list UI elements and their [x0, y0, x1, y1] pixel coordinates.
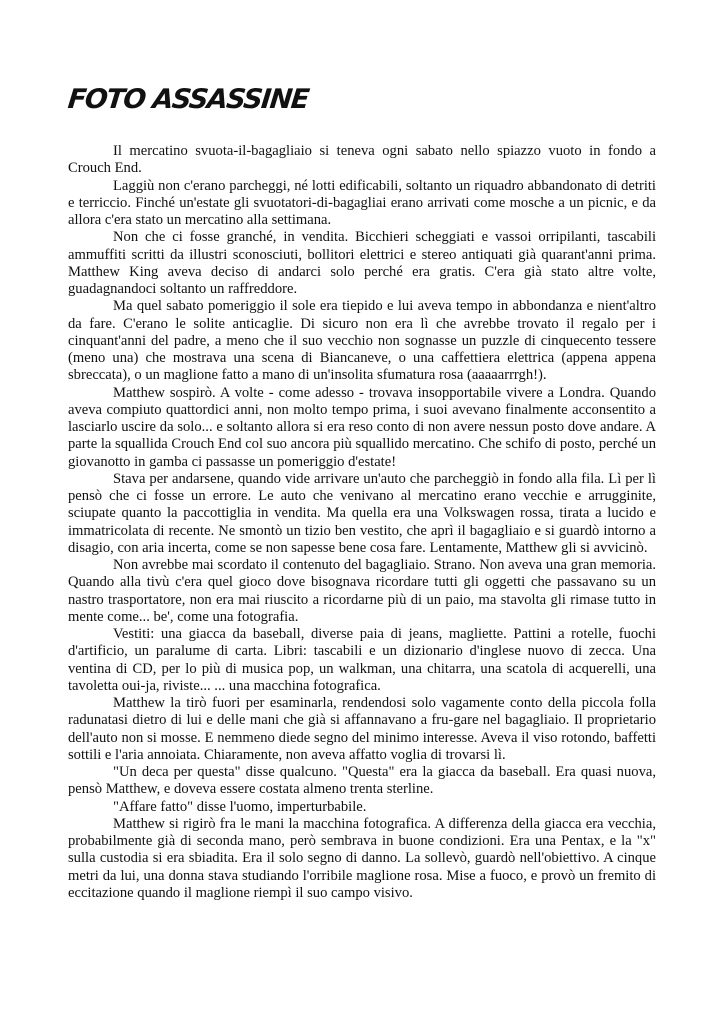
paragraph: Matthew la tirò fuori per esaminarla, rendendosi solo vagamente conto della piccola folla radunatasi dietro di lui e delle mani che già si affannavano a fru-gare nel bagagliaio. Il proprietario dell'auto non si mosse. E nemmeno diede segno del minimo interesse. Aveva il viso rotondo, baffetti sottili e l'aria annoiata. Chiaramente, non aveva affatto voglia di trovarsi lì.: [68, 695, 656, 763]
paragraph: "Affare fatto" disse l'uomo, imperturbabile.: [113, 798, 367, 815]
chapter-title: FOTO ASSASSINE: [66, 84, 310, 115]
paragraph: Stava per andarsene, quando vide arrivare un'auto che parcheggiò in fondo alla fila. Lì per lì pensò che ci fosse un errore. Le auto che venivano al mercatino erano vecchie e arrugginite, sciupate quanto la paccottiglia in vendita. Ma quella era una Volkswagen rossa, tirata a lucido e immatricolata di recente. Ne smontò un tizio ben vestito, che aprì il bagagliaio e si guardò intorno a disagio, con aria incerta, come se non sapesse bene cosa fare. Lentamente, Matthew gli si avvicinò.: [68, 470, 656, 556]
paragraph: Il mercatino svuota-il-bagagliaio si teneva ogni sabato nello spiazzo vuoto in fondo a Crouch End.: [68, 143, 656, 177]
paragraph: Matthew sospirò. A volte - come adesso - trovava insopportabile vivere a Londra. Quando aveva compiuto quattordici anni, non molto tempo prima, i suoi avevano finalmente acconsentito a lasciarlo uscire da solo... e soltanto allora si era reso conto di non avere nessun posto dove andare. A parte la squallida Crouch End col suo ancora più squallido mercatino. Che schifo di posto, perché un giovanotto in gamba ci passasse un pomeriggio d'estate!: [68, 384, 656, 470]
paragraph: Non che ci fosse granché, in vendita. Bicchieri scheggiati e vassoi orripilanti, tascabili ammuffiti scritti da illustri sconosciuti, bollitori elettrici e stereo antiquati già quarant'anni prima. Matthew King aveva deciso di andarci solo perché era gratis. C'era già stato altre volte, guadagnandoci soltanto un raffreddore.: [68, 229, 656, 297]
paragraph: "Un deca per questa" disse qualcuno. "Questa" era la giacca da baseball. Era quasi nuova, pensò Matthew, e doveva essere costata almeno trenta sterline.: [68, 764, 656, 798]
paragraph: Non avrebbe mai scordato il contenuto del bagagliaio. Strano. Non aveva una gran memoria. Quando alla tivù c'era quel gioco dove bisognava ricordare tutti gli oggetti che passavano su un nastro trasportatore, non era mai riuscito a ricordarne più di un paio, ma stavolta gli rimase tutto in mente come... be', come una fotografia.: [68, 557, 656, 625]
paragraph: Ma quel sabato pomeriggio il sole era tiepido e lui aveva tempo in abbondanza e nient'altro da fare. C'erano le solite anticaglie. Di sicuro non era lì che avrebbe trovato il regalo per i cinquant'anni del padre, a meno che il suo vecchio non sognasse un puzzle di cinquecento tessere (meno una) che mostrava una scena di Biancaneve, o una caffettiera elettrica (appena appena sbreccata), o un maglione fatto a mano di un'insolita sfumatura rosa (aaaaarrrgh!).: [68, 298, 656, 384]
paragraph: Matthew si rigirò fra le mani la macchina fotografica. A differenza della giacca era vecchia, probabilmente già di seconda mano, però sembrava in buone condizioni. Era una Pentax, e la "x" sulla custodia si era sbiadita. Era il solo segno di danno. La sollevò, guardò nell'obiettivo. A cinque metri da lui, una donna stava studiando l'orribile maglione rosa. Mise a fuoco, e provò un fremito di eccitazione quando il maglione riempì il suo campo visivo.: [68, 815, 656, 901]
paragraph: Vestiti: una giacca da baseball, diverse paia di jeans, magliette. Pattini a rotelle, fuochi d'artificio, un paralume di carta. Libri: tascabili e un dizionario d'inglese nuovo di zecca. Una ventina di CD, per lo più di musica pop, un walkman, una chitarra, una scatola di acquerelli, una tavoletta oui-ja, riviste... ... una macchina fotografica.: [68, 626, 656, 694]
paragraph: Laggiù non c'erano parcheggi, né lotti edificabili, soltanto un riquadro abbandonato di detriti e terriccio. Finché un'estate gli svuotatori-di-bagagliai erano arrivati come mosche a un picnic, e da allora c'era stato un mercatino alla settimana.: [68, 177, 656, 228]
story-text: [68, 143, 656, 902]
